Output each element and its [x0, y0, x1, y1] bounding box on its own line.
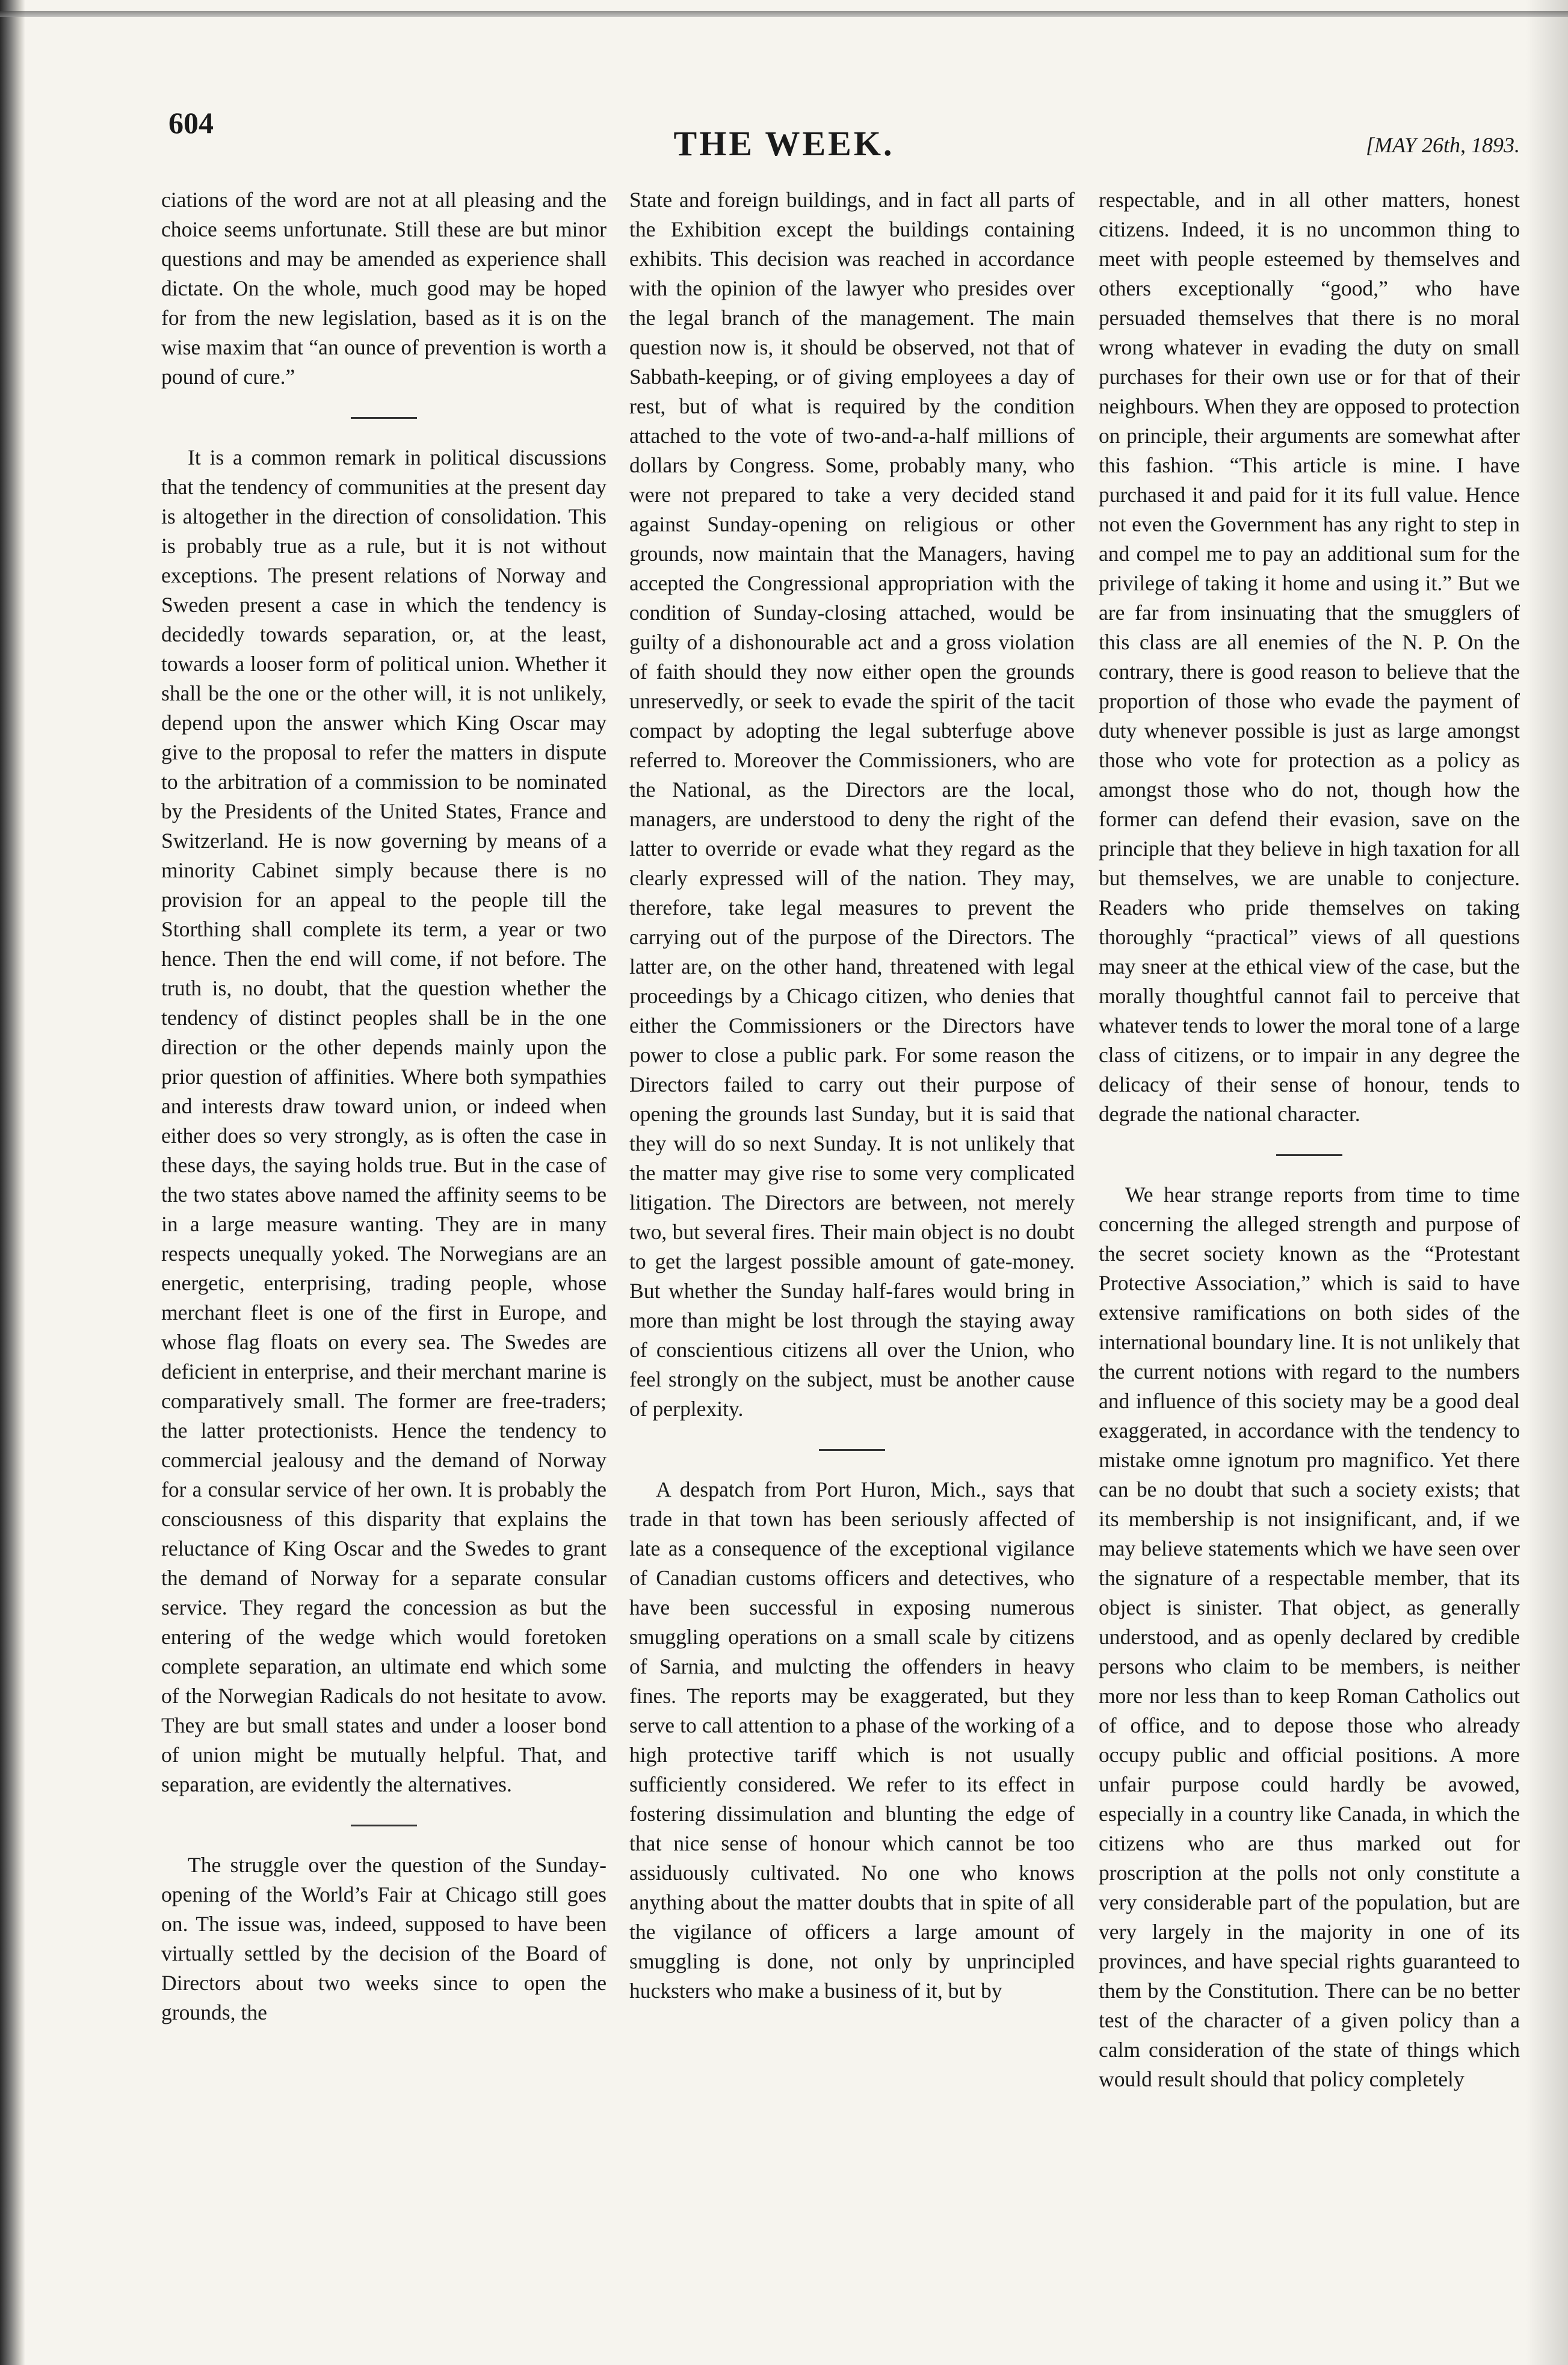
section-separator	[351, 417, 417, 419]
paragraph-smuggling: respectable, and in all other matters, honest citizens. Indeed, it is no uncommon thing to meet with people esteemed by themselves and others exceptionally “good,” who have persuaded themselves that there is no moral wrong whatever in evading the duty on small purchases for their own use or for that of their neighbours. When they are opposed to protection on principle, their arguments are somewhat after this fashion. “This article is mine. I have purchased it and paid for it its full value. Hence not even the Government has any right to step in and compel me to pay an additional sum for the privilege of taking it home and using it.” But we are far from insinuating that the smugglers of this class are all enemies of the N. P. On the contrary, there is good reason to believe that the proportion of those who evade the payment of duty whenever possible is just as large amongst those who vote for protection as a policy as amongst those who do not, though how the former can defend their evasion, save on the principle that they believe in high taxation for all but themselves, we are unable to conjecture. Readers who pride themselves on taking thoroughly “practical” views of all questions may sneer at the ethical view of the case, but the morally thoughtful cannot fail to perceive that whatever tends to lower the moral tone of a large class of citizens, or to impair in any degree the delicacy of their sense of honour, tends to degrade the national character.	[1099, 188, 1520, 1126]
paragraph-norway-sweden: It is a common remark in political discussions that the tendency of communities at the present day is altogether in the direction of consolidation. This is probably true as a rule, but it is not without exceptions. The present relations of Norway and Sweden present a case in which the tendency is decidedly towards separation, or, at the least, towards a looser form of political union. Whether it shall be the one or the other will, it is not unlikely, depend upon the answer which King Oscar may give to the proposal to refer the matters in dispute to the arbitration of a commission to be nominated by the Presidents of the United States, France and Switzerland. He is now governing by means of a minority Cabinet simply because there is no provision for an appeal to the people till the Storthing shall complete its term, a year or two hence. Then the end will come, if not before. The truth is, no doubt, that the question whether the tendency of distinct peoples shall be in the one direction or the other depends mainly upon the prior question of affinities. Where both sympathies and interests draw toward union, or indeed when either does so very strongly, as is often the case in these days, the saying holds true. But in the case of the two states above named the affinity seems to be in a large measure wanting. They are in many respects unequally yoked. The Norwegians are an energetic, enterprising, trading people, whose merchant fleet is one of the first in Europe, and whose flag floats on every sea. The Swedes are deficient in enterprise, and their merchant marine is comparatively small. The former are free-traders; the latter protectionists. Hence the tendency to commercial jealousy and the demand of Norway for a consular service of her own. It is probably the consciousness of this disparity that explains the reluctance of King Oscar and the Swedes to grant the demand of Norway for a separate consular service. They regard the concession as but the entering of the wedge which would foretoken complete separation, an ultimate end which some of the Norwegian Radicals do not hesitate to avow. They are but small states and under a looser bond of union might be mutually helpful. That, and separation, are evidently the alternatives.	[161, 445, 607, 1796]
masthead-title: THE WEEK.	[673, 124, 895, 163]
column-1	[161, 185, 607, 2027]
section-separator	[351, 1825, 417, 1826]
column-2	[629, 185, 1075, 2006]
column-3	[1099, 185, 1520, 2094]
section-separator	[819, 1449, 885, 1451]
binding-edge	[0, 0, 25, 2365]
paragraph-sunday-opening: State and foreign buildings, and in fact all parts of the Exhibition except the buildings containing exhibits. This decision was reached in accordance with the opinion of the lawyer who presides over the legal branch of the management. The main question now is, it should be observed, not that of Sabbath-keeping, or of giving employees a day of rest, but of what is required by the condition attached to the vote of two-and-a-half millions of dollars by Congress. Some, probably many, who were not prepared to take a very decided stand against Sunday-opening on religious or other grounds, now maintain that the Managers, having accepted the Congressional appropriation with the condition of Sunday-closing attached, would be guilty of a dishonourable act and a gross violation of faith should they now either open the grounds unreservedly, or seek to evade the spirit of the tacit compact by adopting the legal subterfuge above referred to. Moreover the Commissioners, who are the National, as the Directors are the local, managers, are understood to deny the right of the latter to override or evade what they regard as the clearly expressed will of the nation. They may, therefore, take legal measures to prevent the carrying out of the purpose of the Directors. The latter are, on the other hand, threatened with legal proceedings by a Chicago citizen, who denies that either the Commissioners or the Directors have power to close a public park. For some reason the Directors failed to carry out their purpose of opening the grounds last Sunday, but it is said that they will do so next Sunday. It is not unlikely that the matter may give rise to some very complicated litigation. The Directors are between, not merely two, but several fires. Their main object is no doubt to get the largest possible amount of gate-money. But whether the Sunday half-fares would bring in more than might be lost through the staying away of conscientious citizens all over the Union, who feel strongly on the subject, must be another cause of perplexity.	[629, 188, 1075, 1421]
page-number: 604	[168, 106, 214, 140]
section-separator	[1276, 1154, 1342, 1156]
paragraph-ppa: We hear strange reports from time to time concerning the alleged strength and purpose of the secret society known as the “Protestant Protective Association,” which is said to have extensive ramifications on both sides of the international boundary line. It is not unlikely that the current notions with regard to the numbers and influence of this society may be a good deal exaggerated, in accordance with the tendency to mistake omne ignotum pro magnifico. Yet there can be no doubt that such a society exists; that its membership is not insignificant, and, if we may believe statements which we have seen over the signature of a respectable member, that its object is sinister. That object, as generally understood, and as openly declared by credible persons who claim to be members, is neither more nor less than to keep Roman Catholics out of office, and to depose those who already occupy public and official positions. A more unfair purpose could hardly be avowed, especially in a country like Canada, in which the citizens who are thus marked out for proscription at the polls not only constitute a very considerable part of the population, but are very largely in the majority in one of its provinces, and have special rights guaranteed to them by the Constitution. There can be no better test of the character of a given policy than a calm consideration of the state of things which would result should that policy completely	[1099, 1182, 1520, 2091]
top-border-rule	[0, 11, 1568, 17]
paragraph-worlds-fair: The struggle over the question of the Sunday-opening of the World’s Fair at Chicago still goes on. The issue was, indeed, supposed to have been virtually settled by the decision of the Board of Directors about two weeks since to open the grounds, the	[161, 1853, 607, 2024]
page-edge-shadow	[1526, 0, 1568, 2365]
paragraph-continuation: ciations of the word are not at all pleasing and the choice seems unfortunate. Still these are but minor questions and may be amended as experience shall dictate. On the whole, much good may be hoped for from the new legislation, based as it is on the wise maxim that “an ounce of prevention is worth a pound of cure.”	[161, 188, 607, 389]
issue-date: [MAY 26th, 1893.	[1366, 133, 1520, 157]
paragraph-port-huron: A despatch from Port Huron, Mich., says that trade in that town has been seriously affected of late as a consequence of the exceptional vigilance of Canadian customs officers and detectives, who have been successful in exposing numerous smuggling operations on a small scale by citizens of Sarnia, and mulcting the offenders in heavy fines. The reports may be exaggerated, but they serve to call attention to a phase of the working of a high protective tariff which is not usually sufficiently considered. We refer to its effect in fostering dissimulation and blunting the edge of that nice sense of honour which cannot be too assiduously cultivated. No one who knows anything about the matter doubts that in spite of all the vigilance of officers a large amount of smuggling is done, not only by unprincipled hucksters who make a business of it, but by	[629, 1477, 1075, 2003]
